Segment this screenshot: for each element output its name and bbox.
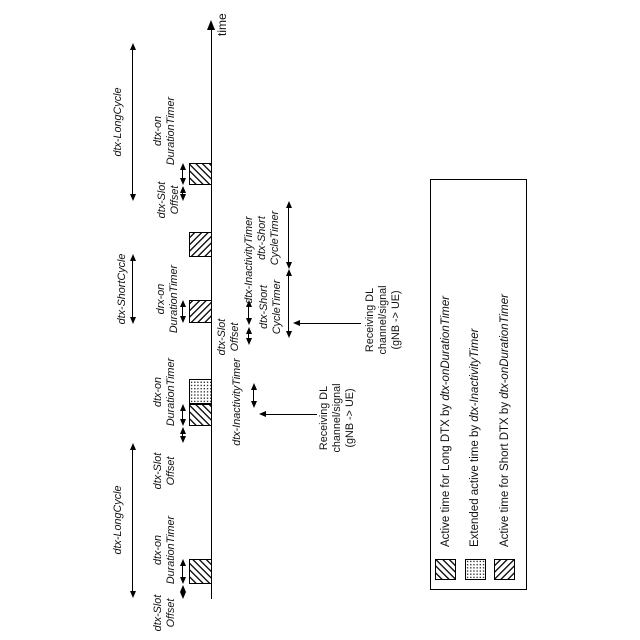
label-line: dtx-Slot bbox=[152, 594, 164, 632]
legend-swatch-short-hatch-icon bbox=[494, 559, 515, 580]
arrow-short-cycle-timer-2 bbox=[286, 201, 293, 269]
label-long-cycle-2 bbox=[112, 12, 125, 232]
arrow-long-cycle-2 bbox=[130, 43, 137, 201]
arrowhead-right-icon bbox=[180, 585, 186, 592]
arrow-line bbox=[288, 206, 289, 264]
label-line: Offset bbox=[165, 456, 177, 486]
arrow-onduration-1 bbox=[180, 559, 187, 584]
label-line: dtx-Short bbox=[258, 285, 270, 329]
label-line: dtx-Slot bbox=[152, 452, 164, 490]
label-slot-offset-3 bbox=[216, 227, 242, 447]
label-line: Offset bbox=[229, 322, 241, 352]
legend-label: Active time for Long DTX by dtx-onDurationTimer bbox=[439, 295, 452, 547]
label-line: dtx-ShortCycle bbox=[116, 253, 128, 325]
arrowhead-right-icon bbox=[180, 427, 186, 434]
legend-row-long-dtx bbox=[435, 180, 456, 580]
label-line: Receiving DL bbox=[318, 385, 330, 451]
label-line: (gNB -> UE) bbox=[344, 388, 356, 448]
label-line: CycleTimer bbox=[269, 210, 281, 266]
label-line: DurationTimer bbox=[165, 515, 177, 585]
inactivity-extension-box bbox=[189, 379, 212, 404]
label-line: dtx-InactivityTimer bbox=[243, 216, 255, 304]
arrowhead-right-icon bbox=[251, 383, 257, 390]
label-line: dtx-Slot bbox=[216, 318, 228, 356]
label-line: Offset bbox=[165, 598, 177, 628]
label-line: dtx-LongCycle bbox=[112, 87, 124, 157]
time-axis-label: time bbox=[215, 13, 229, 36]
legend-row-extended bbox=[465, 180, 486, 580]
arrow-slot-offset-1 bbox=[180, 585, 187, 599]
label-line: dtx-LongCycle bbox=[112, 485, 124, 555]
onduration-box-long-2 bbox=[189, 404, 212, 426]
legend-swatch-dotted-icon bbox=[465, 559, 486, 580]
label-long-cycle-1 bbox=[112, 410, 125, 630]
arrow-inactivity-1 bbox=[251, 383, 258, 408]
arrowhead-right-icon bbox=[130, 43, 136, 50]
arrowhead-right-icon bbox=[286, 269, 292, 276]
arrow-line bbox=[132, 259, 133, 319]
arrowhead-right-icon bbox=[180, 559, 186, 566]
note-receiving-dl-1 bbox=[318, 308, 357, 528]
label-line: DurationTimer bbox=[168, 264, 180, 334]
legend-row-short-dtx bbox=[494, 180, 515, 580]
onduration-box-short-1 bbox=[189, 300, 212, 323]
arrow-short-cycle bbox=[130, 254, 137, 324]
label-line: Receiving DL bbox=[364, 287, 376, 353]
label-short-cycle-timer-2 bbox=[256, 128, 282, 348]
label-line: channel/signal bbox=[377, 285, 389, 355]
arrowhead-right-icon bbox=[130, 254, 136, 261]
arrow-line bbox=[288, 274, 289, 333]
note-receiving-dl-2 bbox=[364, 210, 403, 430]
arrow-line bbox=[132, 48, 133, 196]
arrowhead-right-icon bbox=[130, 443, 136, 450]
label-line: dtx-Short bbox=[256, 216, 268, 260]
arrow-line bbox=[253, 388, 254, 403]
legend-box bbox=[430, 179, 527, 590]
arrow-long-cycle-1 bbox=[130, 443, 137, 598]
legend-swatch-long-hatch-icon bbox=[435, 559, 456, 580]
label-line: DurationTimer bbox=[165, 96, 177, 166]
arrow-slot-offset-2 bbox=[180, 427, 187, 443]
arrow-short-cycle-timer-1 bbox=[286, 269, 293, 338]
arrow-line bbox=[132, 448, 133, 593]
label-line: dtx-InactivityTimer bbox=[231, 358, 243, 446]
label-line: (gNB -> UE) bbox=[390, 290, 402, 350]
label-line: CycleTimer bbox=[271, 279, 283, 335]
legend-label: Extended active time by dtx-InactivityTimer bbox=[469, 328, 481, 547]
label-line: dtx-on bbox=[152, 377, 164, 408]
legend-label: Active time for Short DTX by dtx-onDurationTimer bbox=[498, 294, 511, 547]
label-line: drx-on bbox=[155, 283, 167, 315]
label-line: dtx-Slot bbox=[156, 181, 168, 219]
label-line: dtx-on bbox=[152, 116, 164, 147]
time-axis-arrowhead bbox=[207, 20, 215, 30]
onduration-box-long-3 bbox=[189, 163, 212, 185]
label-line: Offset bbox=[169, 185, 181, 215]
onduration-box-long-1 bbox=[189, 559, 212, 584]
label-inactivity-timer-2 bbox=[243, 150, 256, 370]
arrowhead-right-icon bbox=[286, 201, 292, 208]
onduration-box-short-2 bbox=[189, 232, 212, 257]
arrow-line bbox=[182, 564, 183, 579]
label-line: DurationTimer bbox=[165, 357, 177, 427]
label-line: channel/signal bbox=[331, 383, 343, 453]
label-onduration-4 bbox=[152, 21, 178, 241]
label-line: dtx-on bbox=[152, 535, 164, 566]
